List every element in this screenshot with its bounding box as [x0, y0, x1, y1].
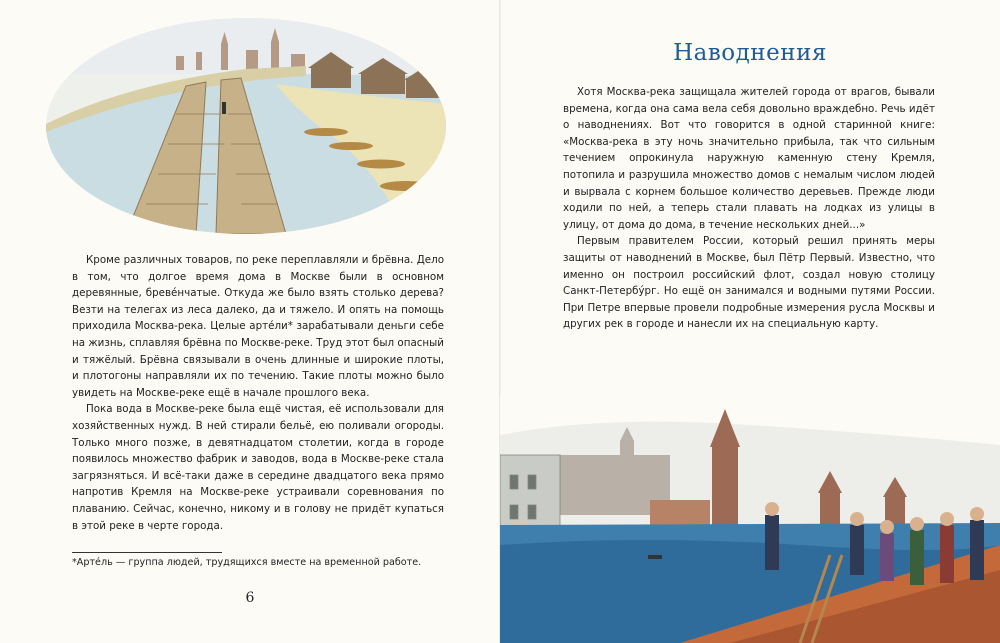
- right-page-body: [563, 84, 935, 333]
- river-log-rafts-illustration: [46, 14, 446, 234]
- flood-kremlin-illustration: [500, 395, 1000, 643]
- footnote-divider: [72, 552, 222, 553]
- left-paragraph-2: Пока вода в Москве-реке была ещё чистая, её использовали для хозяйственных нужд. В ней стирали бельё, ею поливали огороды. Только много позже, в девятнадцатом столетии, когда в городе появилось множество фабрик и заводов, вода в Москве-реке стала загрязняться. И всё-таки даже в середине двадцатого века прямо напротив Кремля на Москве-реке устраивали соревнования по плаванию. Сейчас, конечно, никому и в голову не придёт купаться в этой реке в черте города.: [72, 403, 444, 532]
- left-paragraph-1: Кроме различных товаров, по реке переплавляли и брёвна. Дело в том, что долгое время дома в Москве были в основном деревянные, бревéнчатые. Откуда же было взять столько дерева? Везти на телегах из леса далеко, да и тяжело. И опять на помощь приходила Москва-река. Целые артéли* зарабатывали деньги себе на жизнь, сплавляя брёвна по Москве-реке. Труд этот был опасный и тяжёлый. Брёвна связывали в очень длинные и широкие плоты, и плотогоны направляли их по течению. Такие плоты можно было увидеть на Москве-реке ещё в начале прошлого века.: [72, 254, 444, 399]
- right-paragraph-1: Хотя Москва-река защищала жителей города от врагов, бывали времена, когда она сама вела себя довольно враждебно. Речь идёт о наводнениях. Вот что говорится в одной старинной книге: «Москва-река в эту ночь значительно прибыла, так что сильным течением опрокинула наружную каменную стену Кремля, потопила и разрушила множество домов с немалым числом людей и вырвала с корнем большое количество деревьев. Прежде люди ходили по ней, а теперь стали плавать на лодках из улицы в улицу, от дома до дома, в течение нескольких дней...»: [563, 86, 936, 231]
- right-page: [500, 0, 1000, 643]
- right-paragraph-2: Первым правителем России, который решил принять меры защиты от наводнений в Москве, был Пётр Первый. Известно, что именно он построил российский флот, создал новую столицу Санкт-Петербýрг. Но ещё он занимался и водными путями России. При Петре впервые провели подробные измерения русла Москвы и других рек в городе и нанесли их на специальную карту.: [563, 235, 935, 331]
- page-number: 6: [245, 590, 255, 606]
- footnote: *Артéль — группа людей, трудящихся вместе на временной работе.: [72, 557, 422, 568]
- left-page-body: [72, 252, 444, 534]
- chapter-title: Наводнения: [673, 40, 827, 66]
